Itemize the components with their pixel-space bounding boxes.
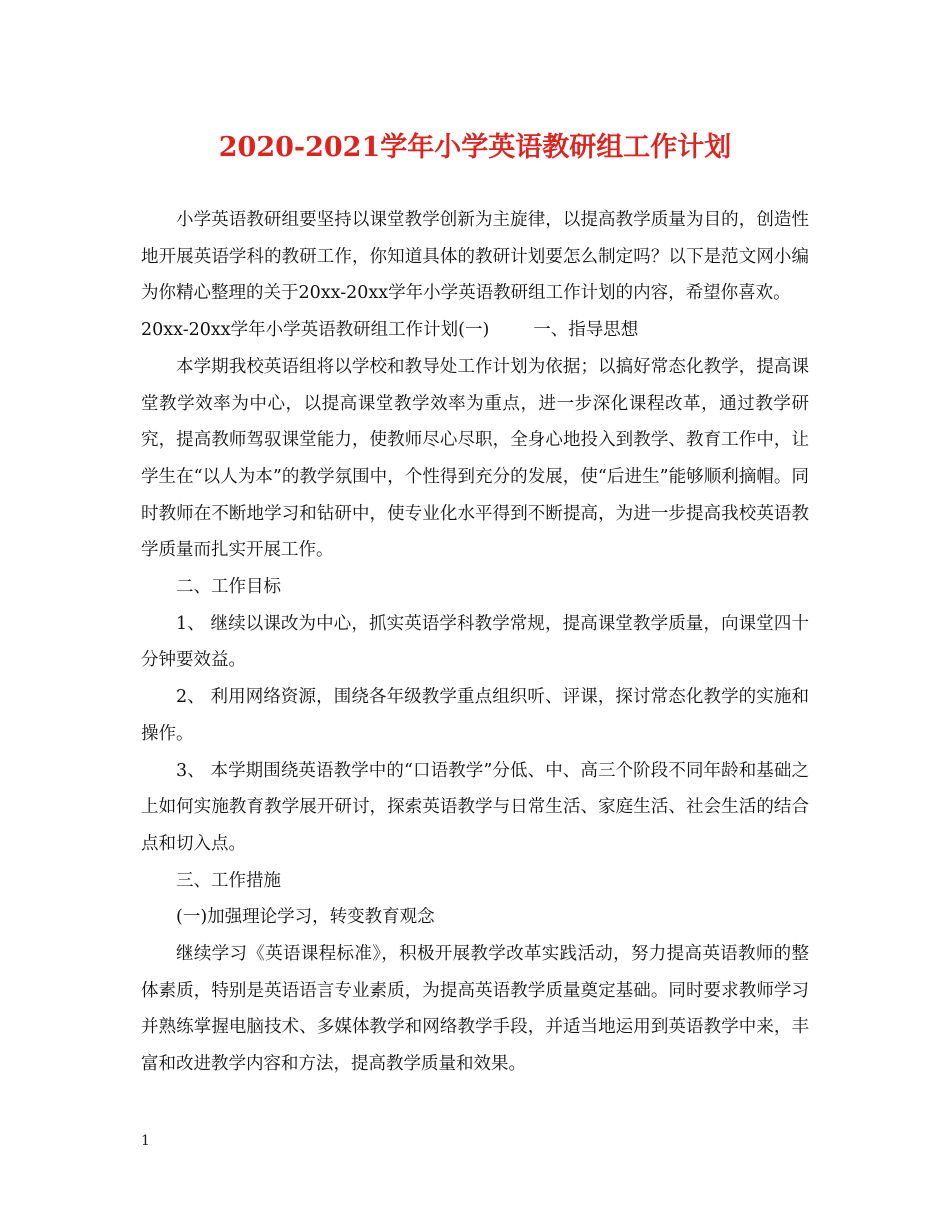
page-title: 2020-2021学年小学英语教研组工作计划 [218,132,732,163]
section1-paragraph: 本学期我校英语组将以学校和教导处工作计划为依据；以搞好常态化教学，提高课堂教学效率为中心，以提高课堂教学效率为重点，进一步深化课程改革，通过教学研究，提高教师驾驭课堂能力，使教师尽心尽职，全身心地投入到教学、教育工作中，让学生在“以人为本”的教学氛围中，个性得到充分的发展，使“后进生”能够顺利摘帽。同时教师在不断地学习和钻研中，使专业化水平得到不断提高，为进一步提高我校英语教学质量而扎实开展工作。 [141,356,809,561]
goal-item: 3、 本学期围绕英语教学中的“口语教学”分低、中、高三个阶段不同年龄和基础之上如何实施教育教学展开研讨，探索英语教学与日常生活、家庭生活、社会生活的结合点和切入点。 [141,760,809,854]
measure1-paragraph: 继续学习《英语课程标准》，积极开展教学改革实践活动，努力提高英语教师的整体素质，特别是英语语言专业素质，为提高英语教学质量奠定基础。同时要求教师学习并熟练掌握电脑技术、多媒体教学和网络教学手段，并适当地运用到英语教学中来，丰富和改进教学内容和方法，提高教学质量和效果。 [141,944,809,1075]
page-number: 1 [141,1133,150,1149]
goal-item: 1、 继续以课改为中心，抓实英语学科教学常规，提高课堂教学质量，向课堂四十分钟要效益。 [141,613,809,671]
plan-heading-line [141,312,809,349]
intro-paragraph: 小学英语教研组要坚持以课堂教学创新为主旋律，以提高教学质量为目的，创造性地开展英语学科的教研工作，你知道具体的教研计划要怎么制定吗？以下是范文网小编为你精心整理的关于20xx-20xx学年小学英语教研组工作计划的内容，希望你喜欢。 [141,210,809,304]
section1-heading: 一、指导思想 [533,320,639,341]
goal-item: 2、 利用网络资源，围绕各年级教学重点组织听、评课，探讨常态化教学的实施和操作。 [141,687,809,744]
plan-heading: 20xx-20xx学年小学英语教研组工作计划(一) [141,320,490,341]
document-body [141,202,809,1083]
section2-heading: 二、工作目标 [176,577,281,598]
section3-heading: 三、工作措施 [176,870,281,891]
measure1-heading: (一)加强理论学习，转变教育观念 [176,907,435,928]
